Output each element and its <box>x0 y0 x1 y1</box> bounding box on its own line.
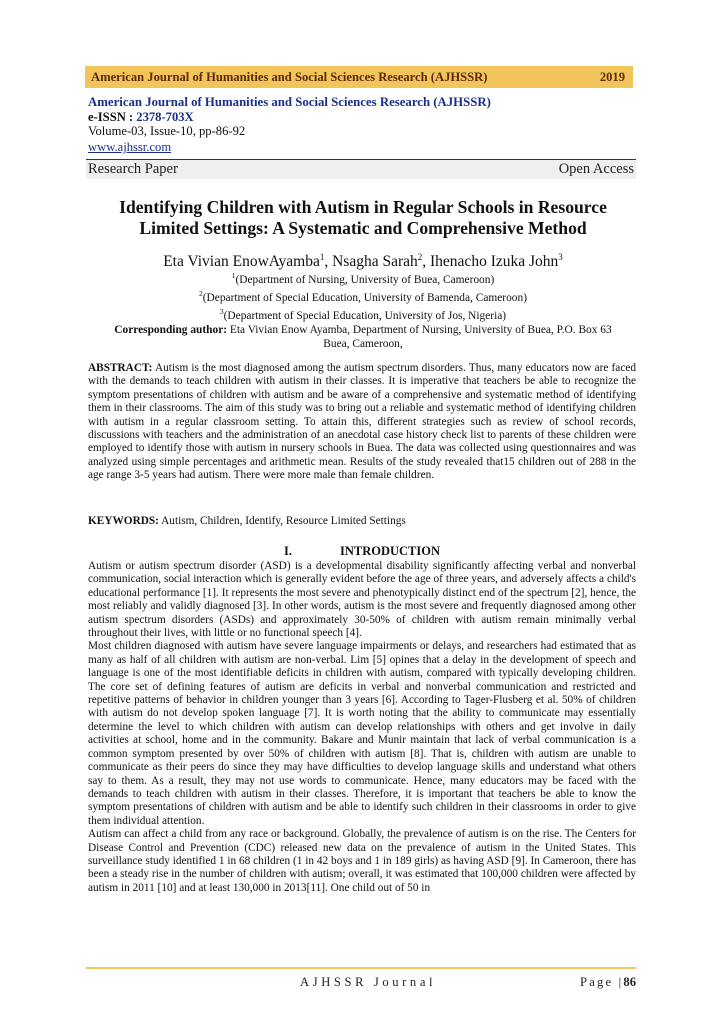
title-line-2: Limited Settings: A Systematic and Comprehensive Method <box>139 218 587 238</box>
paper-title <box>80 197 646 239</box>
author-2: Nsagha Sarah <box>332 253 418 271</box>
intro-paragraph-1: Autism or autism spectrum disorder (ASD) is a developmental disability significantly affecting verbal and nonverbal communication, social interaction which is generally evident before the age of three years, and adversely affects a child's educational performance [1]. It represents the most severe and phenotypically distinct end of the spectrum [2], hence, the most reliably and validly diagnosed [3]. In other words, autism is the most severe and frequently diagnosed among other autism spectrum disorders (ASDs) and approximately 30-50% of children with autism remain minimally verbal throughout their lives, with little or no functional speech [4]. <box>88 560 636 640</box>
affiliation-2-text: (Department of Special Education, University of Bamenda, Cameroon) <box>202 291 527 304</box>
access-type: Open Access <box>558 161 634 177</box>
affiliation-1-text: (Department of Nursing, University of Buea, Cameroon) <box>235 273 495 286</box>
journal-url-link[interactable]: www.ajhssr.com <box>88 140 172 154</box>
affiliation-1-sup: 1 <box>231 271 236 280</box>
author-1-sup: 1 <box>319 252 325 262</box>
intro-paragraph-3: Autism can affect a child from any race or background. Globally, the prevalence of autism is on the rise. The Centers for Disease Control and Prevention (CDC) released new data on the prevalence of autism in the United States. This surveillance study identified 1 in 68 children (1 in 42 boys and 1 in 189 girls) as having ASD [9]. In Cameroon, there has been a steady rise in the number of children with autism; overall, it was estimated that 100,000 children were affected by autism in 2011 [10] and at least 130,000 in 2013[11]. One child out of 50 in <box>88 828 636 894</box>
author-3: Ihenacho Izuka John <box>430 253 559 271</box>
issn-line <box>88 110 636 124</box>
affiliation-1 <box>80 269 646 287</box>
journal-header-bar <box>85 66 633 88</box>
introduction-body <box>88 560 636 895</box>
paper-type: Research Paper <box>88 161 178 177</box>
corresponding-label: Corresponding author: <box>114 324 230 336</box>
intro-paragraph-2: Most children diagnosed with autism have severe language impairments or delays, and researchers had estimated that as many as half of all children with autism are non-verbal. Lim [5] opines that a delay in the development of speech and language is one of the most identifiable deficits in children with autism, compared with typically developing children. The core set of defining features of autism are deficits in verbal and nonverbal communication and restricted and repetitive patterns of behavior in children younger than 3 years [6]. According to Tager-Flusberg et al. 50% of children with autism do not develop spoken language [7]. It is worth noting that the ability to communicate may essentially determine the level to which children with autism can develop relationships with others and get involve in daily activities at school, home and in the community. Bakare and Munir maintain that lack of verbal communication is a common symptom presented by over 50% of children with autism [8]. That is, children with autism are unable to communicate as their peers do since they may have difficulties to develop language skills and understand what others say to them. As a result, they may not use words to communicate. Hence, many educators may be faced with the demands to teach children with autism in their classes. Therefore, it is important that teachers be able to know the symptom presentations of children with autism and be able to identify such children in their classrooms in order to give them individual attention. <box>88 640 636 827</box>
footer-page <box>580 975 636 990</box>
abstract-label: ABSTRACT: <box>88 362 153 374</box>
title-line-1: Identifying Children with Autism in Regular Schools in Resource <box>119 197 607 217</box>
author-sep: , <box>422 253 431 271</box>
keywords <box>88 515 636 528</box>
issn-label: e-ISSN : <box>88 110 137 124</box>
footer-page-label: Page | <box>580 975 624 989</box>
affiliation-2-sup: 2 <box>199 289 203 298</box>
author-1: Eta Vivian EnowAyamba <box>163 253 320 271</box>
footer-page-number: 86 <box>623 975 636 989</box>
abstract-text: Autism is the most diagnosed among the autism spectrum disorders. Thus, many educators now are faced with the demands to teach children with autism in their classes. It is imperative that teachers be able to recognize the symptom presentations of children with autism and be aware of a comprehensive and systematic method of identifying them in their classrooms. The aim of this study was to bring out a reliable and systematic method of identifying children with autism in a regular classroom setting. To attain this, different strategies such as review of school records, discussions with teachers and the administration of an anecdotal case history check list to parents of these children were employed to identify those with autism in nursery schools in Buea. The data was collected using questionnaires and was analyzed using simple percentages and arithmetic mean. Results of the study revealed that15 children out of 288 in the age range 3-5 years had autism. There were more male than female children. <box>88 362 636 482</box>
affiliation-3-sup: 3 <box>219 307 224 316</box>
page-footer <box>88 975 636 990</box>
affiliation-3 <box>80 305 646 323</box>
abstract <box>88 362 636 483</box>
section-heading-introduction <box>88 544 636 559</box>
affiliation-2 <box>80 287 646 305</box>
author-2-sup: 2 <box>417 252 423 262</box>
footer-journal: AJHSSR Journal <box>300 975 437 989</box>
author-sep: , <box>324 253 333 271</box>
paper-type-bar <box>86 159 636 179</box>
footer-divider <box>86 967 636 969</box>
issn-value: 2378-703X <box>136 110 194 124</box>
keywords-label: KEYWORDS: <box>88 515 159 527</box>
journal-meta <box>88 94 636 156</box>
author-3-sup: 3 <box>558 252 563 262</box>
header-year: 2019 <box>599 69 625 84</box>
affiliation-3-text: (Department of Special Education, University of Jos, Nigeria) <box>223 309 507 322</box>
header-journal-title: American Journal of Humanities and Social Sciences Research (AJHSSR) <box>91 69 488 84</box>
section-title: INTRODUCTION <box>339 544 440 558</box>
affiliations <box>80 269 646 351</box>
section-number: I. <box>283 544 292 558</box>
journal-name: American Journal of Humanities and Social Sciences Research (AJHSSR) <box>88 95 491 109</box>
volume-line: Volume-03, Issue-10, pp-86-92 <box>88 124 246 138</box>
corresponding-line-1: Eta Vivian Enow Ayamba, Department of Nursing, University of Buea, P.O. Box 63 <box>229 324 612 336</box>
keywords-text: Autism, Children, Identify, Resource Limited Settings <box>158 515 406 527</box>
corresponding-author <box>80 323 646 337</box>
corresponding-line-2: Buea, Cameroon, <box>323 338 403 351</box>
